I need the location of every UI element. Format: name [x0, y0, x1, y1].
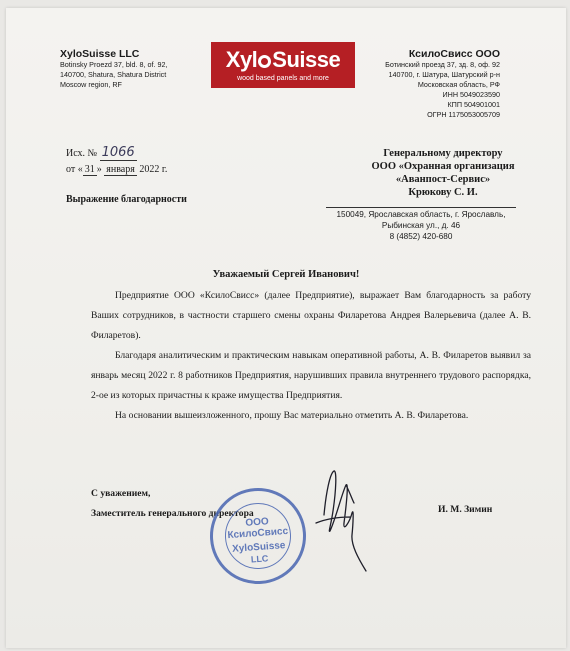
addressee-detail-line: 150049, Ярославская область, г. Ярославль,: [336, 210, 506, 219]
logo-tagline: wood based panels and more: [237, 75, 329, 82]
company-logo: [211, 42, 355, 88]
address-line-ru: 140700, г. Шатура, Шатурский р-н: [388, 70, 500, 79]
logo-ring-icon: [258, 55, 271, 68]
addressee-line: ООО «Охранная организация: [371, 161, 515, 172]
outgoing-number-row: [66, 145, 167, 164]
salutation: Уважаемый Сергей Иванович!: [212, 269, 360, 280]
address-line-en: Botinsky Proezd 37, bld. 8, of. 92,: [60, 60, 168, 69]
letter-body: [91, 286, 531, 426]
outgoing-date-row: [66, 164, 167, 183]
date-quote: »: [96, 164, 102, 175]
company-name-en: XyloSuisse LLC: [60, 48, 140, 60]
company-name-ru: КсилоСвисс ООО: [408, 48, 500, 60]
address-line-ru: Ботинский проезд 37, зд. 8, оф. 92: [385, 60, 500, 69]
stamp-text: КсилоСвисс: [227, 525, 289, 542]
letterhead-left: [60, 48, 167, 90]
logo-wordmark: [211, 46, 355, 74]
letter-page: [6, 8, 566, 648]
kpp-line: КПП 504901001: [447, 100, 500, 109]
addressee-detail-line: Рыбинская ул., д. 46: [381, 221, 461, 230]
stamp-text: XyloSuisse: [231, 540, 286, 555]
address-line-ru: Московская область, РФ: [417, 80, 500, 89]
body-paragraph: Благодаря аналитическим и практическим навыкам оперативной работы, А. В. Филаретов выявил за январь месяц 2022 г. 8 работников Предприятия, нарушивших правила внутреннего трудового распорядка, 2-ое из которых причастны к краже имущества Предприятия.: [91, 350, 531, 401]
address-line-en: Moscow region, RF: [60, 80, 122, 89]
ogrn-line: ОГРН 1175053005709: [427, 110, 500, 119]
outgoing-label: Исх. №: [66, 148, 98, 159]
signer-name: И. М. Зимин: [438, 504, 493, 515]
date-year: 2022 г.: [139, 164, 168, 175]
body-paragraph: Предприятие ООО «КсилоСвисс» (далее Предприятие), выражает Вам благодарность за работу Ваших сотрудников, в частности старшего смены охраны Филаретова Андрея Валерьевича (далее А. В. Филаретов).: [91, 290, 531, 341]
signer-position: Заместитель генерального директора: [91, 508, 254, 519]
outgoing-number: 1066: [101, 145, 135, 160]
date-month: января: [106, 164, 135, 175]
letterhead-right: [385, 48, 500, 120]
addressee-line: Крюкову С. И.: [408, 187, 478, 198]
addressee-phone: 8 (4852) 420-680: [389, 232, 453, 241]
stamp-text: LLC: [250, 553, 269, 565]
addressee-line: «Аванпост-Сервис»: [395, 174, 491, 185]
date-day: 31: [84, 164, 95, 175]
letter-subject: Выражение благодарности: [66, 194, 187, 205]
addressee-block: [328, 147, 558, 199]
inn-line: ИНН 5049023590: [442, 90, 500, 99]
addressee-line: Генеральному директору: [383, 148, 503, 159]
logo-text-part2: Suisse: [272, 47, 341, 72]
logo-text-part1: Xyl: [225, 47, 258, 72]
outgoing-reference: [66, 145, 167, 183]
addressee-details: [326, 207, 516, 242]
address-line-en: 140700, Shatura, Shatura District: [60, 70, 167, 79]
handwritten-signature: [306, 463, 396, 578]
closing-regards: С уважением,: [91, 488, 151, 499]
date-prefix: от «: [66, 164, 83, 175]
stamp-text: ООО: [245, 516, 270, 529]
body-paragraph: На основании вышеизложенного, прошу Вас материально отметить А. В. Филаретова.: [115, 410, 469, 421]
